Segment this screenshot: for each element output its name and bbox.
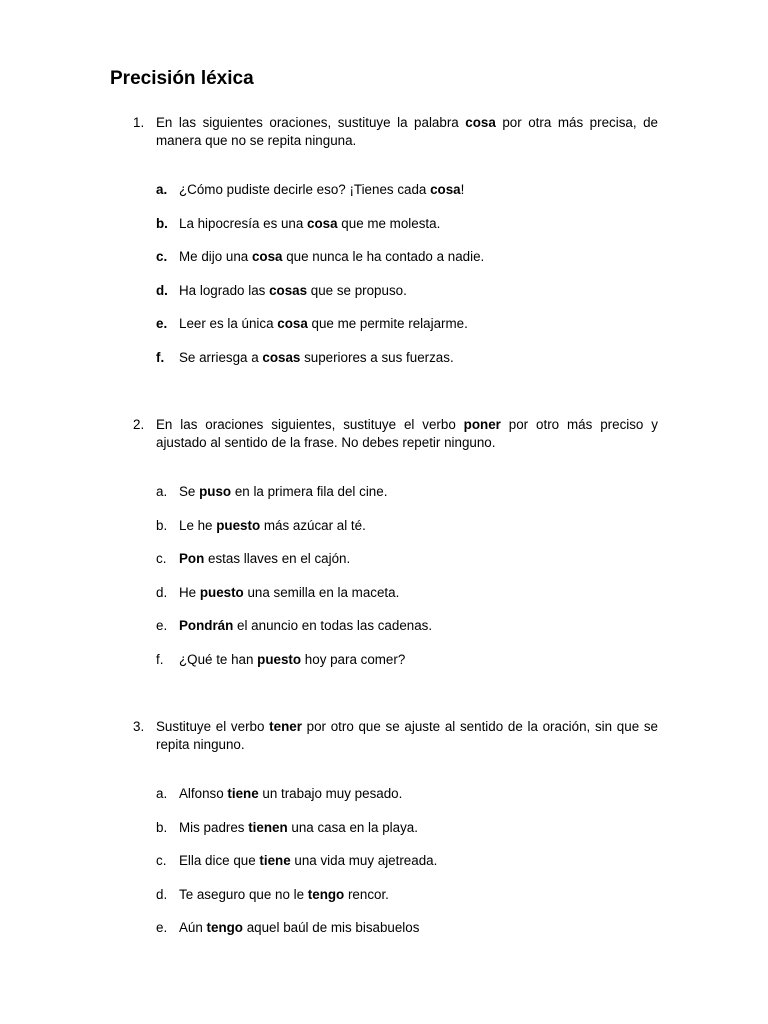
instruction-text <box>156 416 658 452</box>
target-word: tener <box>269 719 302 734</box>
target-word: puso <box>199 484 232 499</box>
item-letter: d. <box>156 886 168 902</box>
item-letter: f. <box>156 652 164 667</box>
text-fragment: más azúcar al té. <box>260 517 366 533</box>
item-letter: a. <box>156 484 168 499</box>
item-sentence <box>179 886 389 904</box>
item-sentence <box>179 617 432 635</box>
item-sentence <box>179 785 402 803</box>
text-fragment: Le he <box>179 517 217 533</box>
target-word: cosa <box>430 182 461 197</box>
page-title: Precisión léxica <box>110 68 254 89</box>
target-word: cosa <box>251 249 283 265</box>
item-sentence <box>179 483 387 501</box>
item-letter: d. <box>156 584 168 600</box>
item-letter: c. <box>156 249 168 265</box>
item-sentence <box>179 517 366 535</box>
text-fragment: por otro que se ajuste al sentido de la oración, sin que se repita ninguno. <box>156 719 658 752</box>
item-sentence <box>179 852 437 870</box>
target-word: cosas <box>262 350 301 365</box>
text-fragment: Ha logrado las <box>179 282 270 298</box>
target-word: tengo <box>206 920 243 936</box>
item-letter: e. <box>156 618 168 634</box>
text-fragment: rencor. <box>344 886 389 902</box>
item-sentence <box>179 651 405 669</box>
item-letter: f. <box>156 350 165 365</box>
text-fragment: ¿Cómo pudiste decirle eso? ¡Tienes cada <box>179 182 431 197</box>
text-fragment: un trabajo muy pesado. <box>258 786 403 801</box>
text-fragment: una casa en la playa. <box>287 819 418 835</box>
target-word: cosa <box>307 215 338 231</box>
target-word: cosas <box>269 282 308 298</box>
text-fragment: Sustituye el verbo <box>156 719 270 734</box>
text-fragment: Te aseguro que no le <box>179 886 308 902</box>
text-fragment: hoy para comer? <box>301 652 406 667</box>
text-fragment: He <box>179 584 200 600</box>
text-fragment: Mis padres <box>179 819 249 835</box>
target-word: tiene <box>259 853 291 869</box>
text-fragment: Se arriesga a <box>179 350 263 365</box>
exercise-number: 3. <box>133 719 145 734</box>
text-fragment: aquel baúl de mis bisabuelos <box>243 920 420 936</box>
item-letter: a. <box>156 182 168 197</box>
target-word: poner <box>463 417 501 432</box>
text-fragment: Leer es la única <box>179 316 278 332</box>
text-fragment: Se <box>179 484 200 499</box>
text-fragment: por otro más preciso y ajustado al sentido de la frase. No debes repetir ninguno. <box>156 417 658 450</box>
text-fragment: La hipocresía es una <box>179 215 308 231</box>
item-sentence <box>179 819 418 837</box>
item-sentence <box>179 349 454 367</box>
item-sentence <box>179 919 419 937</box>
text-fragment: En las siguientes oraciones, sustituye la palabra <box>156 115 466 130</box>
exercise-number: 1. <box>133 115 145 130</box>
text-fragment: en la primera fila del cine. <box>231 484 388 499</box>
text-fragment: por otra más precisa, de manera que no se repita ninguna. <box>156 115 659 148</box>
text-fragment: Me dijo una <box>179 249 252 265</box>
item-sentence <box>179 248 484 266</box>
exercise-number: 2. <box>133 417 145 432</box>
text-fragment: ! <box>460 182 465 197</box>
text-fragment: que me permite relajarme. <box>307 316 468 332</box>
target-word: tienen <box>248 819 288 835</box>
item-letter: b. <box>156 215 168 231</box>
item-sentence <box>179 550 350 568</box>
text-fragment: una semilla en la maceta. <box>243 584 400 600</box>
text-fragment: que se propuso. <box>307 282 407 298</box>
text-fragment: ¿Qué te han <box>179 652 258 667</box>
target-word: tiene <box>227 786 259 801</box>
item-sentence <box>179 315 468 333</box>
item-letter: d. <box>156 282 168 298</box>
item-letter: a. <box>156 786 168 801</box>
text-fragment: Aún <box>179 920 207 936</box>
item-sentence <box>179 282 407 300</box>
target-word: Pondrán <box>179 618 234 634</box>
item-letter: c. <box>156 551 167 567</box>
target-word: Pon <box>179 551 205 567</box>
target-word: cosa <box>277 316 308 332</box>
item-letter: b. <box>156 819 168 835</box>
text-fragment: estas llaves en el cajón. <box>204 551 351 567</box>
target-word: puesto <box>199 584 244 600</box>
item-sentence <box>179 584 399 602</box>
item-letter: b. <box>156 517 168 533</box>
target-word: cosa <box>465 115 496 130</box>
instruction-text <box>156 718 658 754</box>
text-fragment: superiores a sus fuerzas. <box>300 350 454 365</box>
text-fragment: el anuncio en todas las cadenas. <box>233 618 433 634</box>
text-fragment: que nunca le ha contado a nadie. <box>282 249 485 265</box>
text-fragment: que me molesta. <box>337 215 441 231</box>
text-fragment: una vida muy ajetreada. <box>290 853 438 869</box>
instruction-text <box>156 114 658 150</box>
item-letter: e. <box>156 920 168 936</box>
target-word: tengo <box>307 886 345 902</box>
item-sentence <box>179 215 440 233</box>
text-fragment: Ella dice que <box>179 853 260 869</box>
text-fragment: Alfonso <box>179 786 228 801</box>
item-letter: e. <box>156 316 168 332</box>
item-letter: c. <box>156 853 167 869</box>
text-fragment: En las oraciones siguientes, sustituye el verbo <box>156 417 464 432</box>
target-word: puesto <box>216 517 261 533</box>
target-word: puesto <box>257 652 302 667</box>
item-sentence <box>179 181 464 199</box>
